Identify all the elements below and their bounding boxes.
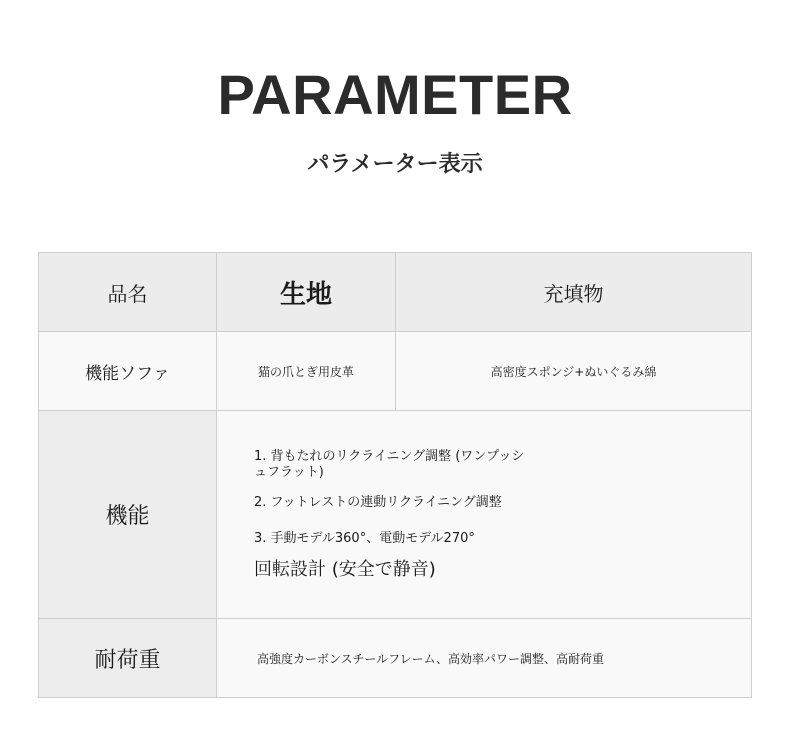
header-cell-product-name: 品名 [39,253,217,332]
header-cell-filling: 充填物 [396,253,752,332]
row-label-features: 機能 [39,411,217,619]
row-label-sofa: 機能ソファ [39,332,217,411]
table-row-features [39,411,752,619]
row-label-load: 耐荷重 [39,619,217,698]
features-list [217,411,752,619]
parameter-table [38,252,752,698]
table-row-sofa [39,332,752,411]
cell-fabric-value: 猫の爪とぎ用皮革 [217,332,396,411]
table-row-load [39,619,752,698]
load-description: 高強度カーボンスチールフレーム、高効率パワー調整、高耐荷重 [217,619,752,698]
page-subtitle: パラメーター表示 [307,152,483,177]
cell-filling-value: 高密度スポンジ+ぬいぐるみ綿 [396,332,752,411]
header-cell-fabric: 生地 [217,253,396,332]
feature-item-4: 回転設計 (安全で静音) [254,558,436,580]
table-header-row [39,253,752,332]
feature-item-1: 1. 背もたれのリクライニング調整 (ワンプッシュフラット) [254,448,525,480]
page-title: PARAMETER [217,63,573,126]
feature-item-3: 3. 手動モデル360°、電動モデル270° [254,530,475,546]
feature-item-2: 2. フットレストの連動リクライニング調整 [254,494,502,510]
